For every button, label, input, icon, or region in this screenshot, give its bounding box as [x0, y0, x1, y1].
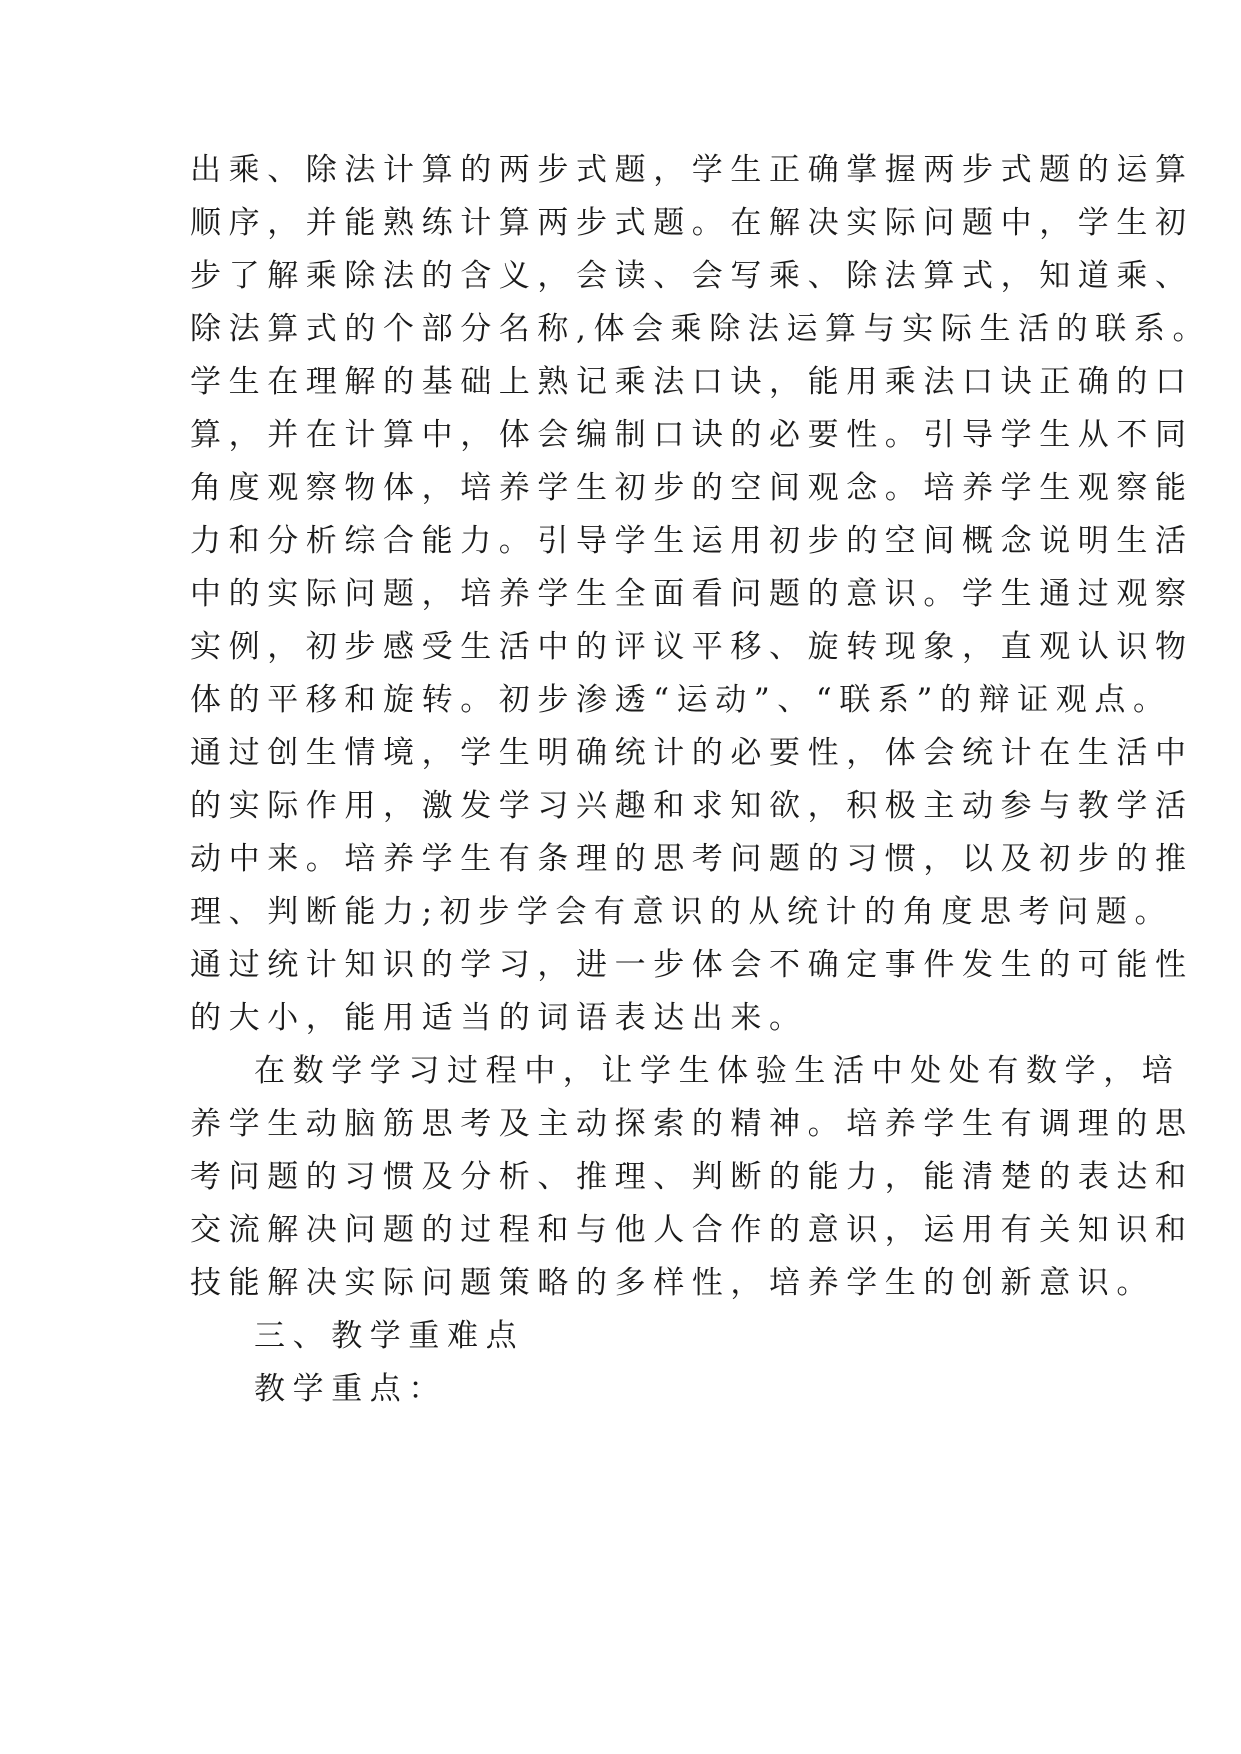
text-line: 通过统计知识的学习，进一步体会不确定事件发生的可能性 — [190, 947, 1194, 983]
text-line: 交流解决问题的过程和与他人合作的意识，运用有关知识和 — [190, 1212, 1194, 1248]
text-line: 实例，初步感受生活中的评议平移、旋转现象，直观认识物 — [190, 629, 1194, 665]
text-line: 技能解决实际问题策略的多样性，培养学生的创新意识。 — [190, 1265, 1155, 1301]
text-line: 体的平移和旋转。初步渗透“运动”、“联系”的辩证观点。 — [190, 682, 1172, 718]
section-heading: 三、教学重难点 — [254, 1318, 525, 1354]
text-line: 顺序，并能熟练计算两步式题。在解决实际问题中，学生初 — [190, 205, 1194, 241]
text-line: 的实际作用，激发学习兴趣和求知欲，积极主动参与教学活 — [190, 788, 1194, 824]
text-line: 除法算式的个部分名称,体会乘除法运算与实际生活的联系。 — [190, 311, 1212, 347]
text-line: 考问题的习惯及分析、推理、判断的能力，能清楚的表达和 — [190, 1159, 1194, 1195]
text-line: 算，并在计算中，体会编制口诀的必要性。引导学生从不同 — [190, 417, 1194, 453]
text-line: 通过创生情境，学生明确统计的必要性，体会统计在生活中 — [190, 735, 1194, 771]
text-line: 中的实际问题，培养学生全面看问题的意识。学生通过观察 — [190, 576, 1194, 612]
text-line: 学生在理解的基础上熟记乘法口诀，能用乘法口诀正确的口 — [190, 364, 1194, 400]
text-line: 动中来。培养学生有条理的思考问题的习惯，以及初步的推 — [190, 841, 1194, 877]
text-line: 理、判断能力;初步学会有意识的从统计的角度思考问题。 — [190, 894, 1174, 930]
text-line: 力和分析综合能力。引导学生运用初步的空间概念说明生活 — [190, 523, 1194, 559]
text-line: 养学生动脑筋思考及主动探索的精神。培养学生有调理的思 — [190, 1106, 1194, 1142]
text-line: 步了解乘除法的含义，会读、会写乘、除法算式，知道乘、 — [190, 258, 1194, 294]
text-line: 出乘、除法计算的两步式题，学生正确掌握两步式题的运算 — [190, 152, 1194, 188]
text-line: 角度观察物体，培养学生初步的空间观念。培养学生观察能 — [190, 470, 1194, 506]
text-line: 在数学学习过程中，让学生体验生活中处处有数学，培 — [254, 1053, 1181, 1089]
subheading: 教学重点： — [254, 1371, 447, 1407]
text-line: 的大小，能用适当的词语表达出来。 — [190, 1000, 808, 1036]
